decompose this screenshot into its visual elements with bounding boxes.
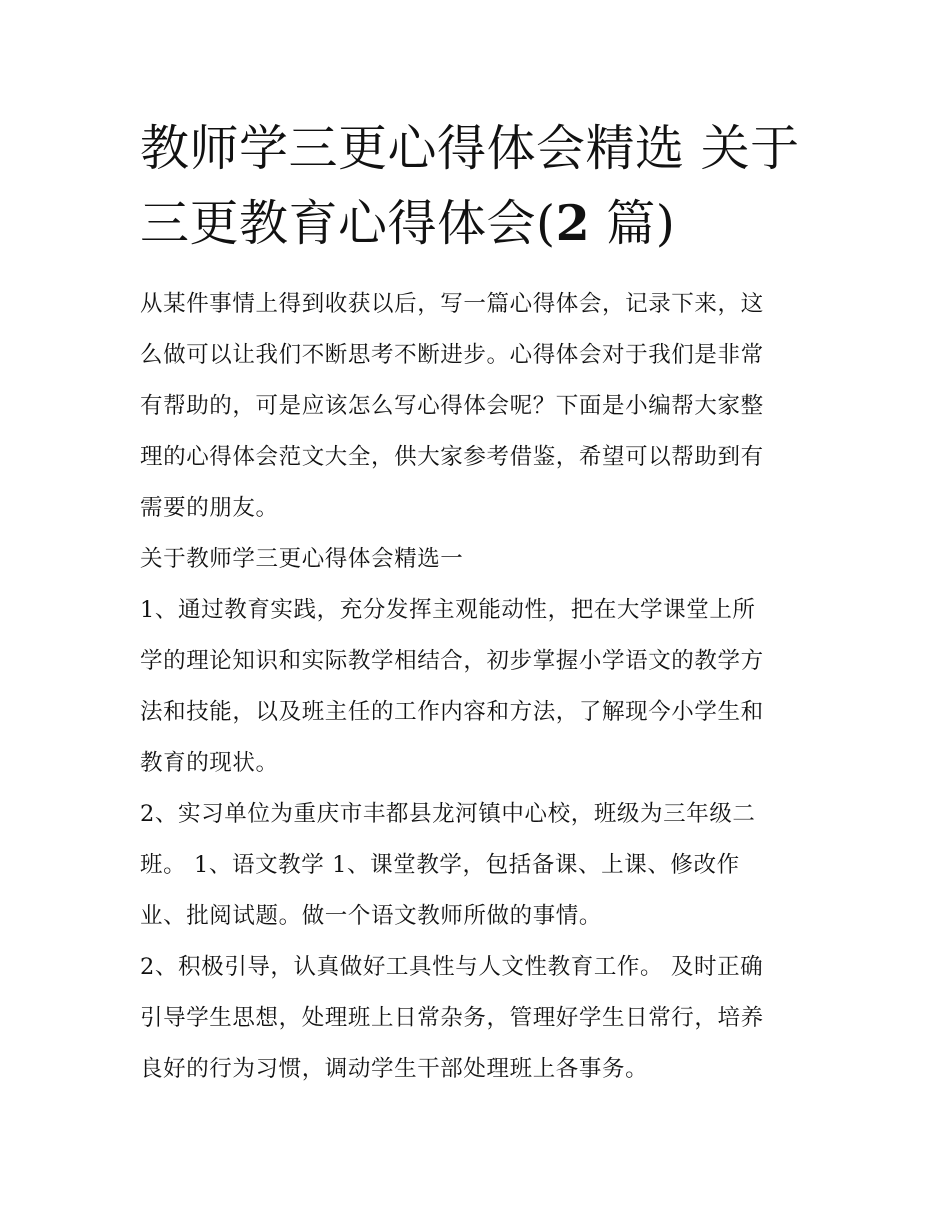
body-line: 么做可以让我们不断思考不断进步。心得体会对于我们是非常 xyxy=(140,342,764,368)
body-line: 班。 1、语文教学 1、课堂教学，包括备课、上课、修改作 xyxy=(140,852,740,878)
title-count: 2 xyxy=(555,194,591,252)
title-line-1: 教师学三更心得体会精选 关于 xyxy=(140,120,800,177)
title-line-2-tail: 篇) xyxy=(590,195,676,252)
body-line: 从某件事情上得到收获以后，写一篇心得体会，记录下来，这 xyxy=(140,291,764,317)
body-line: 良好的行为习惯，调动学生干部处理班上各事务。 xyxy=(140,1056,649,1082)
body-line: 理的心得体会范文大全，供大家参考借鉴，希望可以帮助到有 xyxy=(140,444,764,470)
body-line: 学的理论知识和实际教学相结合，初步掌握小学语文的教学方 xyxy=(140,648,764,674)
title-line-2 xyxy=(140,186,820,261)
body-line: 1、通过教育实践，充分发挥主观能动性，把在大学课堂上所 xyxy=(140,597,756,623)
body-line: 教育的现状。 xyxy=(140,750,279,776)
document-body xyxy=(140,279,820,1095)
body-line: 业、批阅试题。做一个语文教师所做的事情。 xyxy=(140,903,603,929)
body-line: 2、积极引导，认真做好工具性与人文性教育工作。 及时正确 xyxy=(140,954,764,980)
body-line: 法和技能，以及班主任的工作内容和方法，了解现今小学生和 xyxy=(140,699,764,725)
body-line: 2、实习单位为重庆市丰都县龙河镇中心校，班级为三年级二 xyxy=(140,801,756,827)
body-line: 有帮助的，可是应该怎么写心得体会呢？下面是小编帮大家整 xyxy=(140,393,764,419)
title-line-2-text: 三更教育心得体会( xyxy=(140,195,556,252)
document-title xyxy=(140,112,820,261)
body-line: 需要的朋友。 xyxy=(140,495,279,521)
body-line: 引导学生思想，处理班上日常杂务，管理好学生日常行，培养 xyxy=(140,1005,764,1031)
section-heading: 关于教师学三更心得体会精选一 xyxy=(140,546,464,572)
